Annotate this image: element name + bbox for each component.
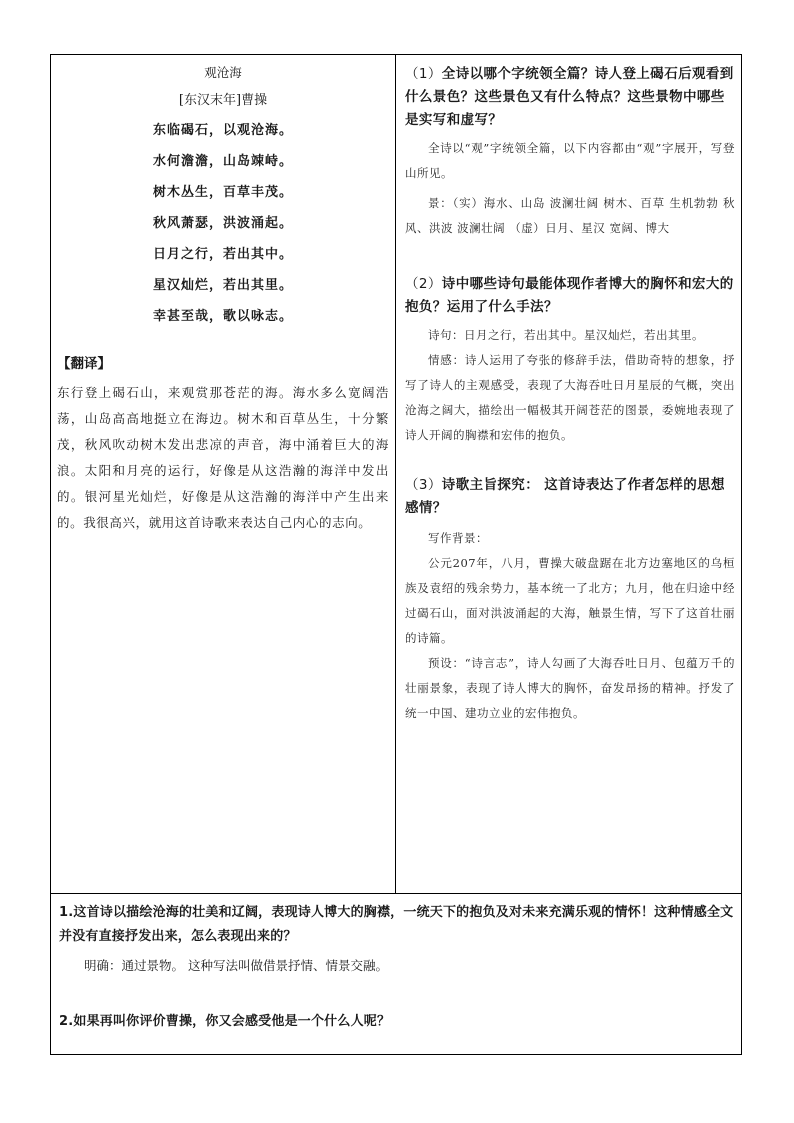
answer-paragraph: 景：（实）海水、山岛 波澜壮阔 树木、百草 生机勃勃 秋风、洪波 波澜壮阔 （虚）日月、星汉 宽阔、博大 (405, 196, 735, 235)
discussion-question-2: 2.如果再叫你评价曹操，你又会感受他是一个什么人呢？ (59, 1014, 391, 1029)
question-number: （2） (405, 276, 442, 292)
question-3 (405, 474, 735, 726)
question-number: （1） (405, 66, 442, 82)
answer-paragraph: 公元207年，八月，曹操大破盘踞在北方边塞地区的乌桓族及袁绍的残余势力，基本统一了北方；九月，他在归途中经过碣石山，面对洪波涌起的大海，触景生情，写下了这首壮丽的诗篇。 (405, 556, 735, 645)
discussion-cell (59, 901, 735, 1034)
discussion-question-1: 1.这首诗以描绘沧海的壮美和辽阔，表现诗人博大的胸襟，一统天下的抱负及对未来充满乐观的情怀！这种情感全文并没有直接抒发出来，怎么表现出来的？ (59, 905, 734, 944)
poem-author: [东汉末年]曹操 (178, 93, 268, 108)
poem-line: 树木丛生，百草丰茂。 (152, 185, 293, 200)
answer-paragraph: 预设：“诗言志”，诗人勾画了大海吞吐日月、包蕴万千的壮丽景象，表现了诗人博大的胸怀，奋发昂扬的精神。抒发了统一中国、建功立业的宏伟抱负。 (405, 656, 735, 720)
poem-line: 秋风萧瑟，洪波涌起。 (152, 216, 293, 231)
poem-title: 观沧海 (204, 65, 242, 80)
poem-line: 东临碣石，以观沧海。 (152, 123, 293, 138)
poem-cell (57, 61, 389, 536)
column-divider (395, 55, 396, 893)
question-1 (405, 63, 735, 241)
poem-line: 水何澹澹，山岛竦峙。 (152, 154, 293, 169)
row-divider (51, 893, 741, 894)
questions-cell (405, 61, 735, 726)
poem-line: 幸甚至哉，歌以咏志。 (152, 309, 293, 324)
poem-line: 星汉灿烂，若出其里。 (152, 278, 293, 293)
answer-paragraph: 写作背景： (428, 531, 488, 545)
poem-line: 日月之行，若出其中。 (152, 247, 293, 262)
question-2 (405, 273, 735, 448)
question-text: 诗歌主旨探究： 这首诗表达了作者怎样的思想感情？ (405, 477, 725, 516)
answer-paragraph: 全诗以“观”字统领全篇，以下内容都由“观”字展开，写登山所见。 (405, 141, 735, 180)
question-text: 诗中哪些诗句最能体现作者博大的胸怀和宏大的抱负？运用了什么手法？ (405, 276, 734, 315)
question-text: 全诗以哪个字统领全篇？诗人登上碣石后观看到什么景色？这些景色又有什么特点？这些景物中哪些是实写和虚写？ (405, 66, 734, 128)
worksheet-table (50, 54, 742, 1055)
translation-text: 东行登上碣石山，来观赏那苍茫的海。海水多么宽阔浩荡，山岛高高地挺立在海边。树木和百草丛生，十分繁茂，秋风吹动树木发出悲凉的声音，海中涌着巨大的海浪。太阳和月亮的运行，好像是从这浩瀚的海洋中发出的。银河星光灿烂，好像是从这浩瀚的海洋中产生出来的。我很高兴，就用这首诗歌来表达自己内心的志向。 (57, 385, 389, 530)
translation-heading: 【翻译】 (57, 356, 111, 372)
answer-paragraph: 诗句：日月之行，若出其中。星汉灿烂，若出其里。 (428, 328, 704, 342)
answer-paragraph: 情感：诗人运用了夸张的修辞手法，借助奇特的想象，抒写了诗人的主观感受，表现了大海吞吐日月星辰的气概，突出沧海之阔大，描绘出一幅极其开阔苍茫的图景，委婉地表现了诗人开阔的胸襟和宏伟的抱负。 (405, 353, 735, 442)
discussion-answer-1: 明确：通过景物。 这种写法叫做借景抒情、情景交融。 (84, 958, 388, 973)
question-number: （3） (405, 477, 442, 493)
